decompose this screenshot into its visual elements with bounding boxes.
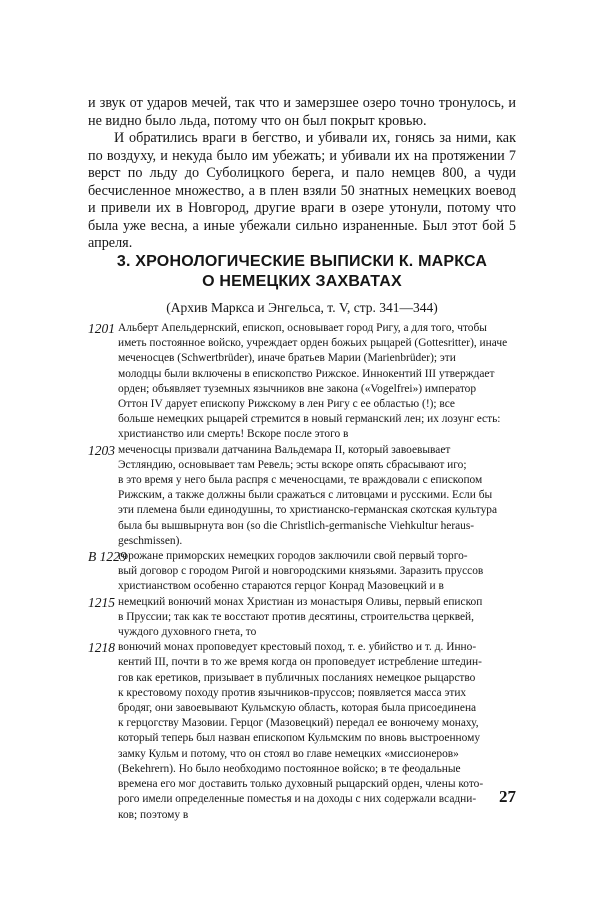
intro-paragraph-1: и звук от ударов мечей, так что и замерзшее озеро точно тронулось, и не видно было льда, потому что он был покрыт кровью. — [88, 95, 516, 129]
chronology-entries — [88, 321, 516, 823]
entry-line: вый договор с городом Ригой и новгородскими князьями. Заразить пруссов — [118, 565, 484, 578]
entry-line: замку Кульм и потому, что он стоял во главе немецких «миссионеров» — [118, 747, 459, 760]
entry-line: к крестовому походу против язычников-пруссов; появляется масса этих — [118, 686, 467, 699]
entry-text — [118, 640, 516, 822]
entry-line: была бы вышвырнута вон (so die Christlich-germanische Viehkultur heraus- — [118, 519, 475, 532]
entry-line: христианством особенно стараются герцог Конрад Мазовецкий и в — [118, 580, 444, 593]
section-source: (Архив Маркса и Энгельса, т. V, стр. 341—344) — [166, 300, 438, 315]
entry-line: больше немецких рыцарей стремится в новый германский лен; их лозунг есть: — [118, 413, 501, 426]
entry-year: 1203 — [88, 442, 115, 458]
entry-line: geschmissen). — [118, 534, 183, 547]
entry-line: времена его мог доставить только духовный рыцарский орден, члены кото- — [118, 778, 484, 791]
entry-line: гов как еретиков, призывает в публичных посланиях немецкое рыцарство — [118, 671, 476, 684]
entry-line: (Bekehrern). Но было необходимо постоянное войско; в те феодальные — [118, 762, 461, 775]
entry-line: рого имели определенные поместья и на доходы с них содержали всадни- — [118, 793, 477, 806]
intro-text — [88, 95, 516, 253]
entry-line: в это время у него была распря с меченосцами, те враждовали с епископом — [118, 474, 483, 487]
entry-text — [118, 443, 516, 549]
chronology-entry — [88, 595, 516, 641]
entry-line: христианство или смерть! Вскоре после этого в — [118, 428, 349, 441]
chronology-entry — [88, 443, 516, 549]
entry-line: горожане приморских немецких городов заключили свой первый торго- — [118, 550, 468, 563]
entry-line: чуждого духовного гнета, то — [118, 626, 257, 639]
chronology-entry — [88, 321, 516, 443]
section-title-line-2: О НЕМЕЦКИХ ЗАХВАТАХ — [202, 273, 402, 290]
entry-line: Рижским, а также должны были сражаться с литовцами и русскими. Если бы — [118, 489, 493, 502]
entry-line: меченосцы призвали датчанина Вальдемара II, который завоевывает — [118, 443, 451, 456]
entry-line: молодцы были включены в епископство Рижское. Иннокентий III утверждает — [118, 367, 495, 380]
page-number: 27 — [499, 787, 516, 806]
entry-line: вонючий монах проповедует крестовый поход, т. е. убийство и т. д. Инно- — [118, 641, 477, 654]
entry-line: эти племена были единодушны, то христианско-германская скотская культура — [118, 504, 498, 517]
entry-year: 1215 — [88, 594, 115, 610]
entry-line: иметь постоянное войско, учреждает орден божьих рыцарей (Gottesritter), иначе — [118, 337, 508, 350]
entry-line: к герцогству Мазовии. Герцог (Мазовецкий) передал ее вонючему монаху, — [118, 717, 479, 730]
entry-line: ков; поэтому в — [118, 808, 189, 821]
entry-text — [118, 549, 516, 595]
entry-line: Эстляндию, основывает там Ревель; эсты вскоре опять сбрасывают иго; — [118, 458, 467, 471]
entry-line: бродяг, они завоевывают Кульмскую область, которая была присоединена — [118, 702, 477, 715]
entry-line: немецкий вонючий монах Христиан из монастыря Оливы, первый епископ — [118, 595, 483, 608]
entry-year: 1218 — [88, 640, 115, 656]
entry-line: который теперь был назван епископом Кульмским по вновь выстроенному — [118, 732, 481, 745]
entry-line: Оттон IV дарует епископу Рижскому в лен Ригу с ее областью (!); все — [118, 398, 455, 411]
entry-line: орден; объявляет туземных язычников вне закона («Vogelfrei») император — [118, 382, 477, 395]
section-title-line-1: 3. ХРОНОЛОГИЧЕСКИЕ ВЫПИСКИ К. МАРКСА — [116, 253, 488, 270]
entry-year: В 1229 — [88, 549, 127, 565]
entry-text — [118, 321, 516, 443]
entry-line: Альберт Апельдернский, епископ, основывает город Ригу, а для того, чтобы — [118, 322, 487, 334]
entry-year: 1201 — [88, 321, 115, 336]
entry-line: кентий III, почти в то же время когда он проповедует истребление штедин- — [118, 656, 482, 669]
entry-text — [118, 595, 516, 641]
chronology-entry — [88, 549, 516, 595]
chronology-entry — [88, 640, 516, 822]
intro-paragraph-2: И обратились враги в бегство, и убивали их, гонясь за ними, как по воздуху, и некуда было им убежать; и убивали их на протяжении 7 верст по льду до Суболицкого берега, и пало немцев 800, а чуди бесчисленное множество, а в плен взяли 50 знатных немецких воевод и привели их в Новгород, другие враги в озере утонули, потому что была уже весна, а иные убежали сильно израненные. Был этот бой 5 апреля. — [88, 130, 516, 251]
entry-line: меченосцев (Schwertbrüder), иначе братьев Марии (Marienbrüder); эти — [118, 352, 456, 365]
entry-line: в Пруссии; так как те восстают против десятины, строительства церквей, — [118, 610, 475, 623]
